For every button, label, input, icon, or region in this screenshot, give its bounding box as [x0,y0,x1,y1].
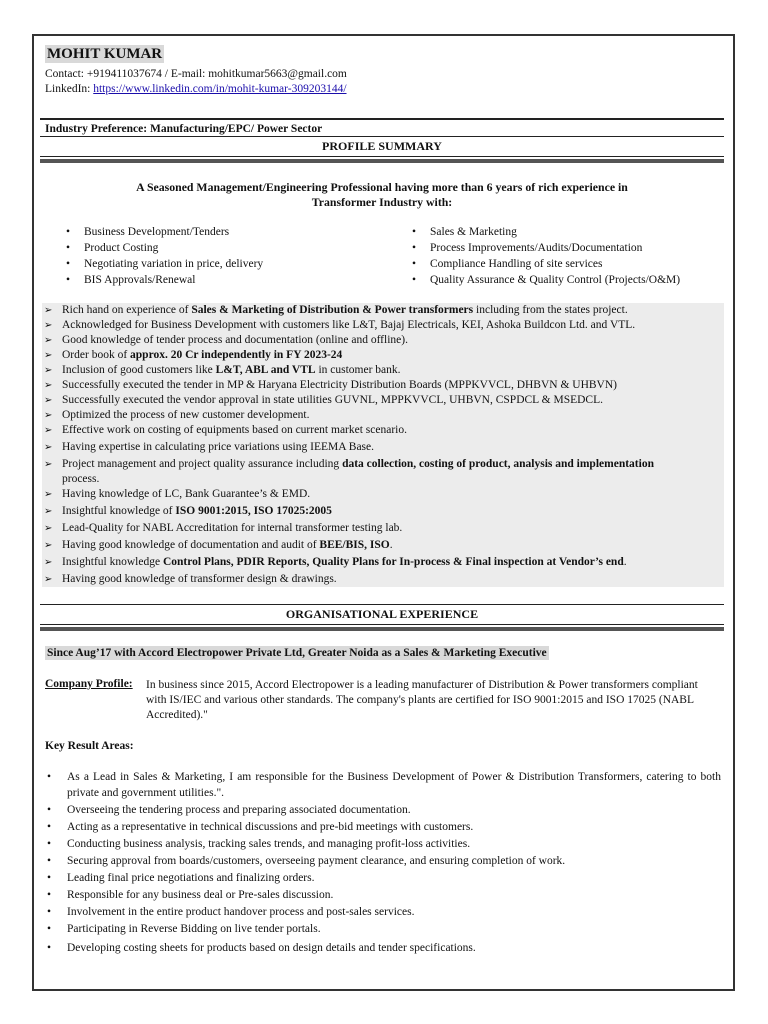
list-item: • Compliance Handling of site services [408,256,724,272]
divider-thick [40,159,724,163]
list-item: • Conducting business analysis, tracking sales trends, and managing profit-loss activities. [45,837,721,853]
section-title-profile: PROFILE SUMMARY [322,139,442,153]
list-item: • Process Improvements/Audits/Documentation [408,240,724,256]
section-title-experience: ORGANISATIONAL EXPERIENCE [285,607,479,621]
list-item: ➢ Rich hand on experience of Sales & Marketing of Distribution & Power transformers including from the states project. [42,303,724,318]
list-item: • Business Development/Tenders [62,224,382,240]
linkedin-line [45,82,347,97]
list-item: ➢ Insightful knowledge Control Plans, PDIR Reports, Quality Plans for In-process & Final inspection at Vendor’s end. [42,555,724,570]
company-profile-label: Company Profile: [45,678,133,690]
list-item: ➢ Project management and project quality assurance including data collection, costing of product, analysis and implementation process. [42,457,724,487]
linkedin-label: LinkedIn: [45,83,94,95]
divider [40,624,724,625]
list-item: • Leading final price negotiations and finalizing orders. [45,871,721,887]
list-item: • Participating in Reverse Bidding on live tender portals. [45,922,721,938]
list-item: • Involvement in the entire product handover process and post-sales services. [45,905,721,921]
list-item: • BIS Approvals/Renewal [62,272,382,288]
list-item: ➢ Order book of approx. 20 Cr independently in FY 2023-24 [42,348,724,363]
list-item: • Product Costing [62,240,382,256]
kra-list [45,770,721,958]
list-item: ➢ Optimized the process of new customer development. [42,408,724,423]
list-item: ➢ Successfully executed the vendor approval in state utilities GUVNL, MPPKVVCL, UHBVN, CSPDCL & MSEDCL. [42,393,724,408]
list-item: ➢ Acknowledged for Business Development with customers like L&T, Bajaj Electricals, KEI, Ashoka Buildcon Ltd. and VTL. [42,318,724,333]
divider [40,604,724,605]
list-item: ➢ Having good knowledge of transformer design & drawings. [42,572,724,587]
industry-preference: Industry Preference: Manufacturing/EPC/ Power Sector [45,123,323,135]
list-item: ➢ Having knowledge of LC, Bank Guarantee’s & EMD. [42,487,724,502]
list-item: ➢ Insightful knowledge of ISO 9001:2015, ISO 17025:2005 [42,504,724,519]
divider [40,156,724,157]
current-role: Since Aug’17 with Accord Electropower Private Ltd, Greater Noida as a Sales & Marketing Executive [47,647,547,659]
profile-headline [40,180,724,210]
contact-block [45,67,347,97]
list-item: ➢ Having good knowledge of documentation and audit of BEE/BIS, ISO. [42,538,724,553]
list-item: ➢ Inclusion of good customers like L&T, ABL and VTL in customer bank. [42,363,724,378]
list-item: ➢ Successfully executed the tender in MP & Haryana Electricity Distribution Boards (MPPKVVCL, DHBVN & UHBVN) [42,378,724,393]
candidate-name: MOHIT KUMAR [47,46,163,62]
linkedin-link[interactable]: https://www.linkedin.com/in/mohit-kumar-309203144/ [93,83,347,95]
list-item: • Overseeing the tendering process and preparing associated documentation. [45,803,721,819]
kra-title: Key Result Areas: [45,740,134,752]
list-item: • Acting as a representative in technical discussions and pre-bid meetings with customers. [45,820,721,836]
list-item: • As a Lead in Sales & Marketing, I am responsible for the Business Development of Power & Distribution Transformers, catering to both private and government utilities.". [45,770,721,801]
list-item: • Negotiating variation in price, delivery [62,256,382,272]
list-item: • Sales & Marketing [408,224,724,240]
divider [40,118,724,120]
highlights-list [42,303,724,587]
list-item: ➢ Lead-Quality for NABL Accreditation for internal transformer testing lab. [42,521,724,536]
divider-thick [40,627,724,631]
list-item: ➢ Effective work on costing of equipments based on current market scenario. [42,423,724,438]
list-item: ➢ Having expertise in calculating price variations using IEEMA Base. [42,440,724,455]
skills-right-list [408,224,724,288]
headline-line-1: A Seasoned Management/Engineering Professional having more than 6 years of rich experience in [136,180,628,194]
list-item: • Securing approval from boards/customers, overseeing payment clearance, and ensuring completion of work. [45,854,721,870]
divider [40,136,724,137]
headline-line-2: Transformer Industry with: [311,195,453,209]
skills-left-list [62,224,382,288]
company-profile-text: In business since 2015, Accord Electropower is a leading manufacturer of Distribution & Power transformers compliant with IS/IEC and various other standards. The company's plants are certified for ISO 9001:2015 and ISO 17025 (NABL Accredited)." [146,679,698,721]
list-item: ➢ Good knowledge of tender process and documentation (online and offline). [42,333,724,348]
list-item: • Responsible for any business deal or Pre-sales discussion. [45,888,721,904]
list-item: • Developing costing sheets for products based on design details and tender specifications. [45,941,721,957]
contact-line: Contact: +919411037674 / E-mail: mohitkumar5663@gmail.com [45,68,347,80]
list-item: • Quality Assurance & Quality Control (Projects/O&M) [408,272,724,288]
